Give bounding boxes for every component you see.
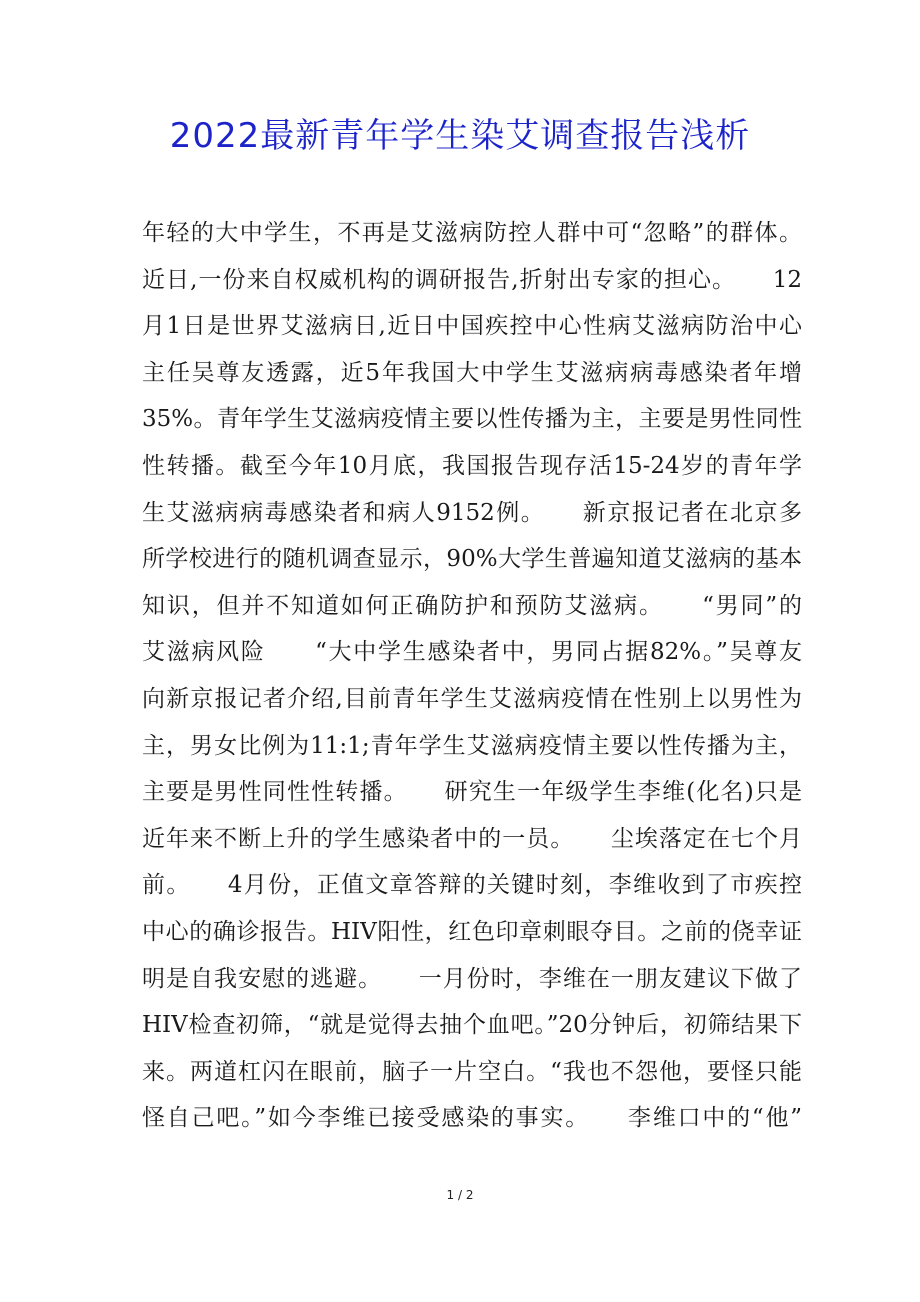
body-line: 前。 4月份，正值文章答辩的关键时刻，李维收到了市疾控 (142, 872, 802, 899)
body-line: 主任吴尊友透露，近5年我国大中学生艾滋病病毒感染者年增 (142, 359, 802, 386)
body-line: 知识，但并不知道如何正确防护和预防艾滋病。 “男同”的 (142, 592, 802, 619)
body-line: 月1日是世界艾滋病日,近日中国疾控中心性病艾滋病防治中心 (142, 313, 802, 340)
body-line: 性转播。截至今年10月底，我国报告现存活15-24岁的青年学 (142, 452, 802, 479)
body-line: 年轻的大中学生，不再是艾滋病防控人群中可“忽略”的群体。 (142, 220, 802, 246)
body-line: 向新京报记者介绍,目前青年学生艾滋病疫情在性别上以男性为 (142, 685, 802, 712)
body-line: 艾滋病风险 “大中学生感染者中，男同占据82%。”吴尊友 (142, 639, 802, 666)
body-line: 中心的确诊报告。HIV阳性，红色印章刺眼夺目。之前的侥幸证 (142, 918, 802, 945)
body-line: HIV检查初筛，“就是觉得去抽个血吧。”20分钟后，初筛结果下 (142, 1012, 802, 1039)
body-line: 明是自我安慰的逃避。 一月份时，李维在一朋友建议下做了 (142, 965, 802, 992)
body-line: 生艾滋病病毒感染者和病人9152例。 新京报记者在北京多 (142, 499, 802, 526)
body-line: 近年来不断上升的学生感染者中的一员。 尘埃落定在七个月 (142, 825, 802, 852)
body-line: 主要是男性同性性转播。 研究生一年级学生李维(化名)只是 (142, 779, 802, 806)
body-line: 所学校进行的随机调查显示，90%大学生普遍知道艾滋病的基本 (142, 546, 802, 573)
body-line: 来。两道杠闪在眼前，脑子一片空白。“我也不怨他，要怪只能 (142, 1058, 802, 1085)
body-line: 怪自己吧。”如今李维已接受感染的事实。 李维口中的“他” (142, 1105, 802, 1132)
body-line: 35%。青年学生艾滋病疫情主要以性传播为主，主要是男性同性 (142, 406, 802, 433)
page-number: 1 / 2 (446, 1188, 474, 1202)
body-line: 近日,一份来自权威机构的调研报告,折射出专家的担心。 12 (142, 266, 802, 293)
document-title: 2022最新青年学生染艾调查报告浅析 (169, 116, 751, 156)
document-body (142, 210, 802, 1142)
body-line: 主，男女比例为11:1;青年学生艾滋病疫情主要以性传播为主， (142, 732, 802, 759)
